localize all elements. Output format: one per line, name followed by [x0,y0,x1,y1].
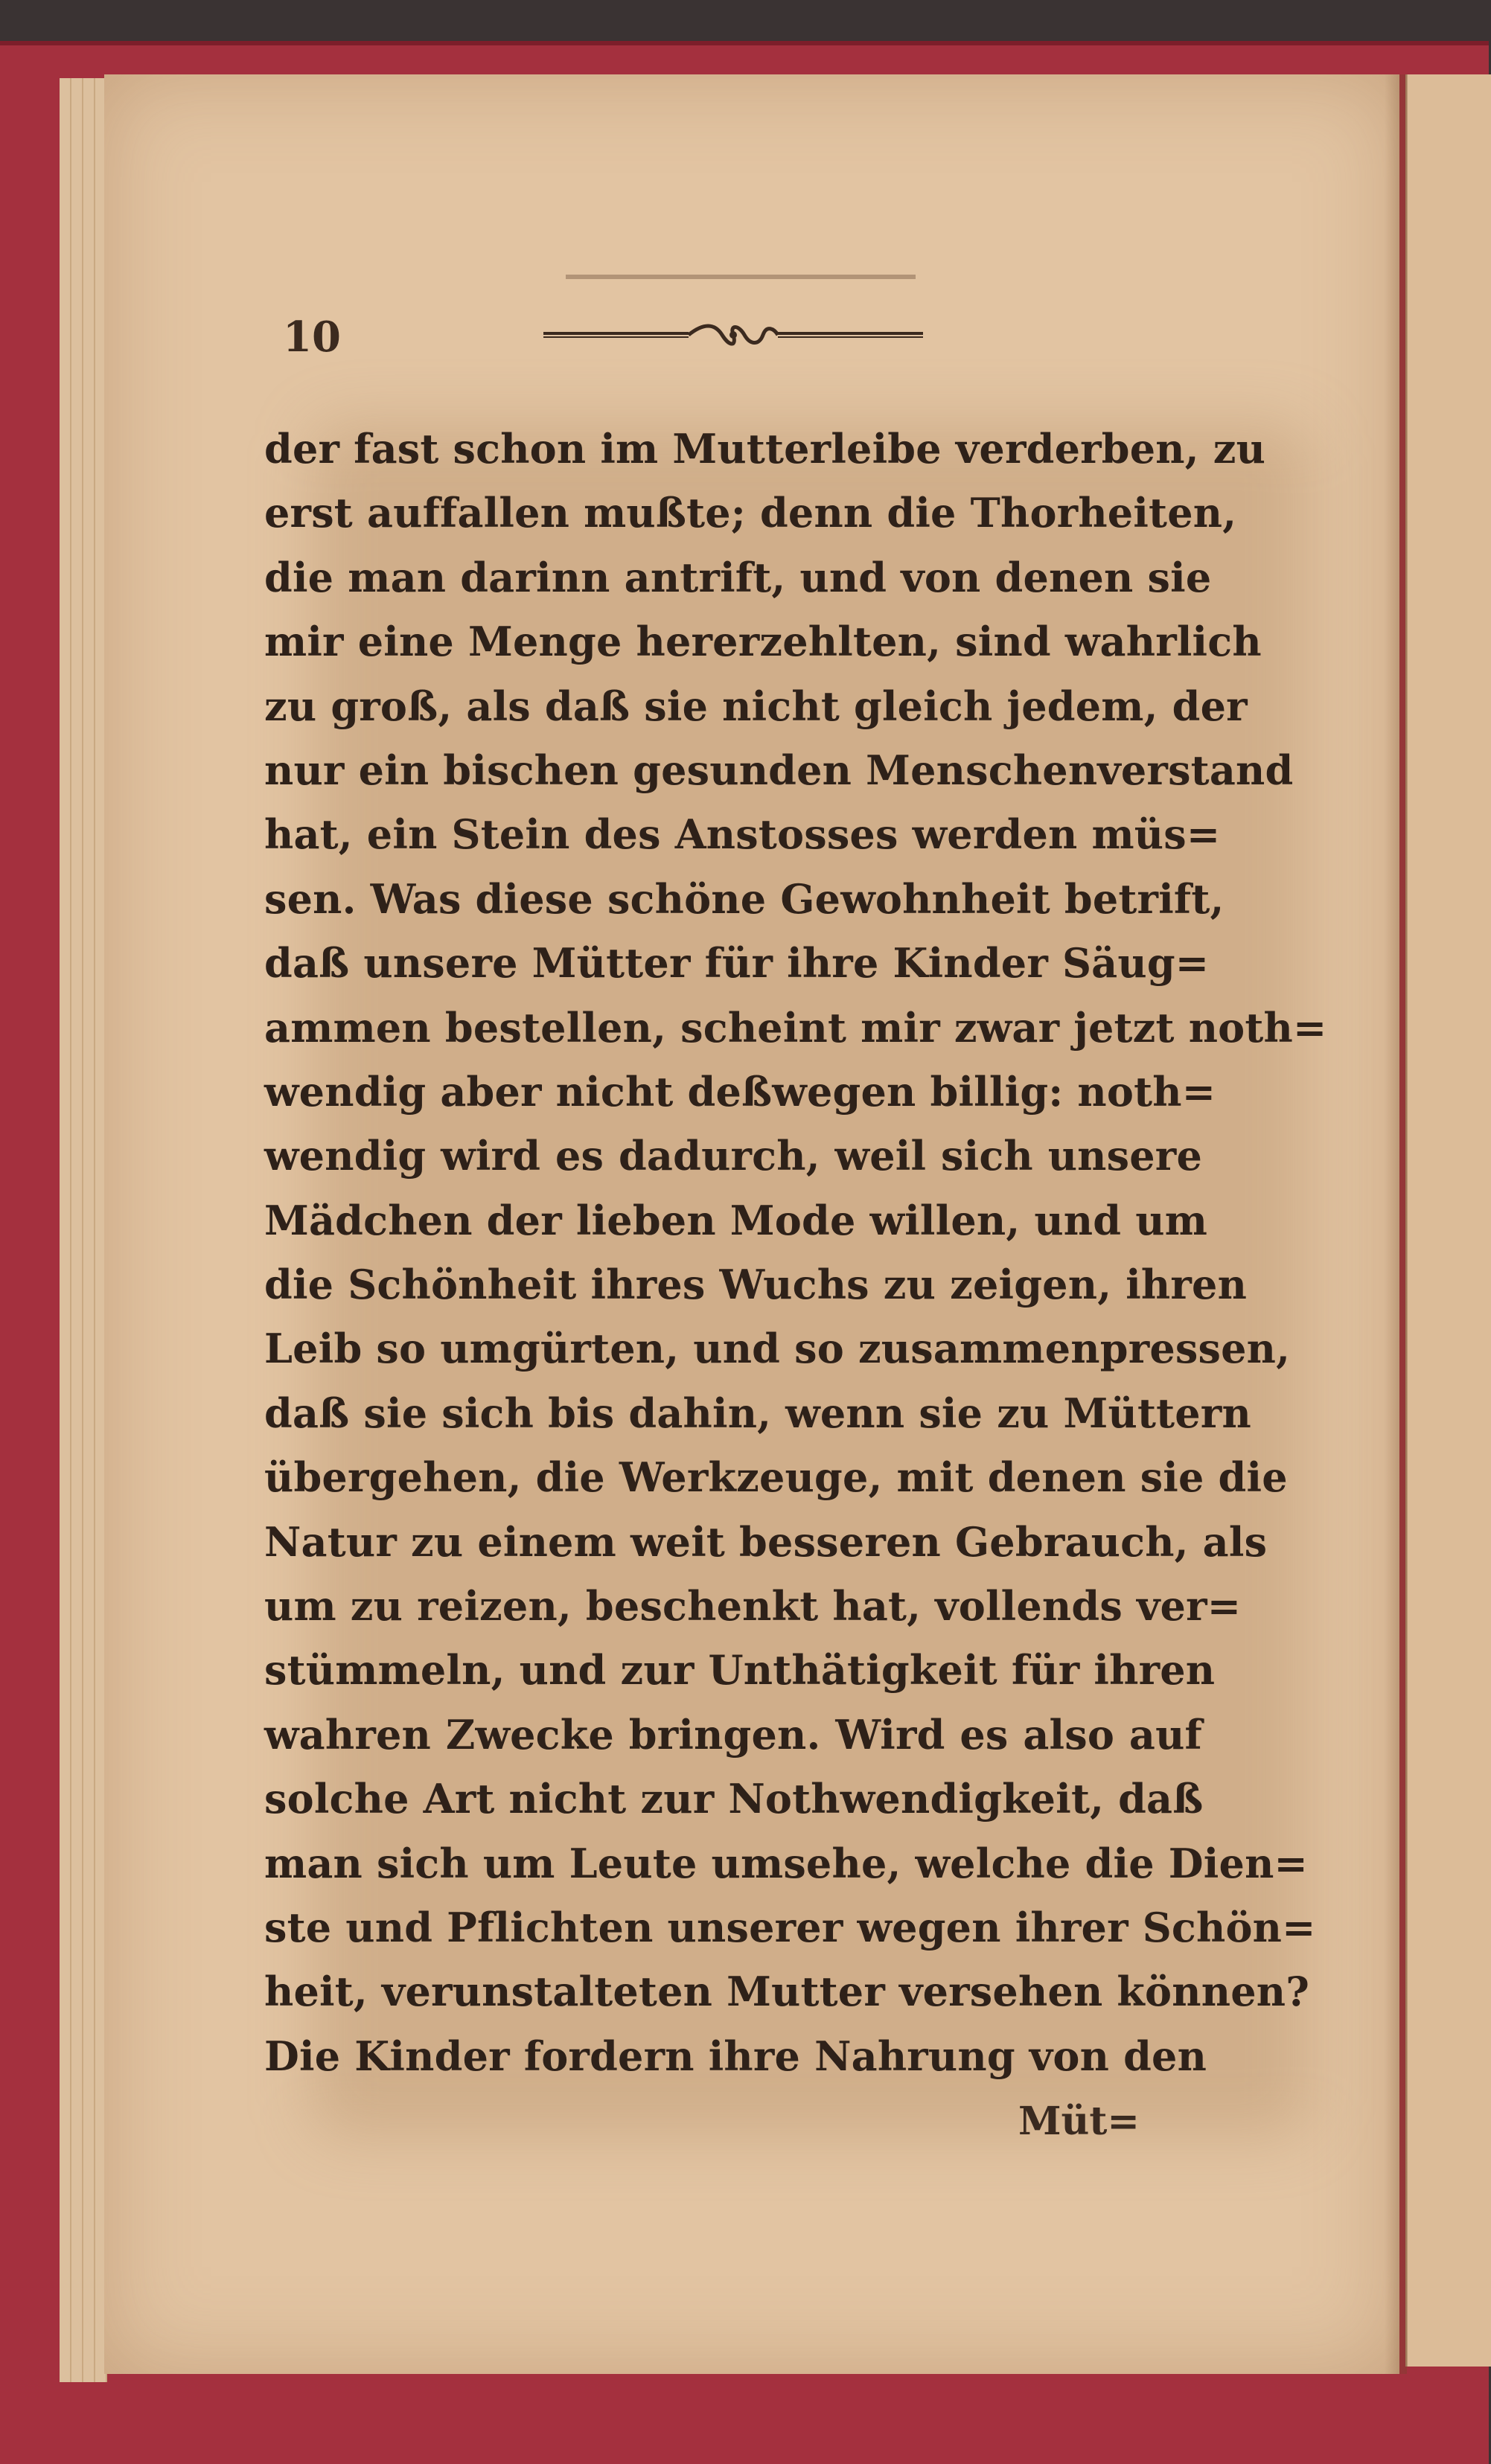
text-line: die Schönheit ihres Wuchs zu zeigen, ihren [264,1261,1248,1309]
text-line: mir eine Menge hererzehlten, sind wahrlich [264,618,1262,666]
text-line: Leib so umgürten, und so zusammenpressen, [264,1325,1291,1373]
page-number: 10 [283,313,341,362]
text-line: wendig wird es dadurch, weil sich unsere [264,1132,1202,1180]
bleed-through-rule [566,272,916,282]
text-line: daß sie sich bis dahin, wenn sie zu Müttern [264,1389,1251,1437]
page-edge [83,78,95,2382]
text-line: wendig aber nicht deßwegen billig: noth= [264,1067,1216,1116]
facing-page-edge [1405,74,1491,2367]
text-line: wahren Zwecke bringen. Wird es also auf [264,1710,1202,1759]
text-line: ste und Pflichten unserer wegen ihrer Schön= [264,1903,1316,1951]
text-line: die man darinn antrift, und von denen sie [264,553,1212,601]
text-line: zu groß, als daß sie nicht gleich jedem, der [264,682,1248,730]
text-line: ammen bestellen, scheint mir zwar jetzt noth= [264,1003,1327,1052]
text-line: Natur zu einem weit besseren Gebrauch, als [264,1517,1268,1566]
text-line: heit, verunstalteten Mutter versehen können? [264,1968,1310,2016]
text-line: stümmeln, und zur Unthätigkeit für ihren [264,1646,1216,1695]
text-line: erst auffallen mußte; denn die Thorheiten, [264,489,1237,537]
gutter-shadow [1385,74,1407,2374]
text-line: um zu reizen, beschenkt hat, vollends ver= [264,1582,1242,1631]
header-ornament [543,320,923,350]
page-body-text [264,417,1327,2088]
text-line: sen. Was diese schöne Gewohnheit betrift, [264,874,1225,923]
text-line: Die Kinder fordern ihre Nahrung von den [264,2032,1207,2080]
page-edge [60,78,71,2382]
catchword: Müt= [1018,2099,1140,2144]
text-line: Mädchen der lieben Mode willen, und um [264,1196,1208,1244]
text-line: hat, ein Stein des Anstosses werden müs= [264,810,1221,859]
text-line: man sich um Leute umsehe, welche die Dien= [264,1839,1308,1887]
text-line: solche Art nicht zur Nothwendigkeit, daß [264,1775,1204,1823]
text-line: der fast schon im Mutterleibe verderben, zu [264,425,1266,473]
text-line: übergehen, die Werkzeuge, mit denen sie die [264,1453,1288,1502]
text-line: nur ein bischen gesunden Menschenverstand [264,746,1294,794]
page-edge [71,78,83,2382]
text-line: daß unsere Mütter für ihre Kinder Säug= [264,939,1210,988]
